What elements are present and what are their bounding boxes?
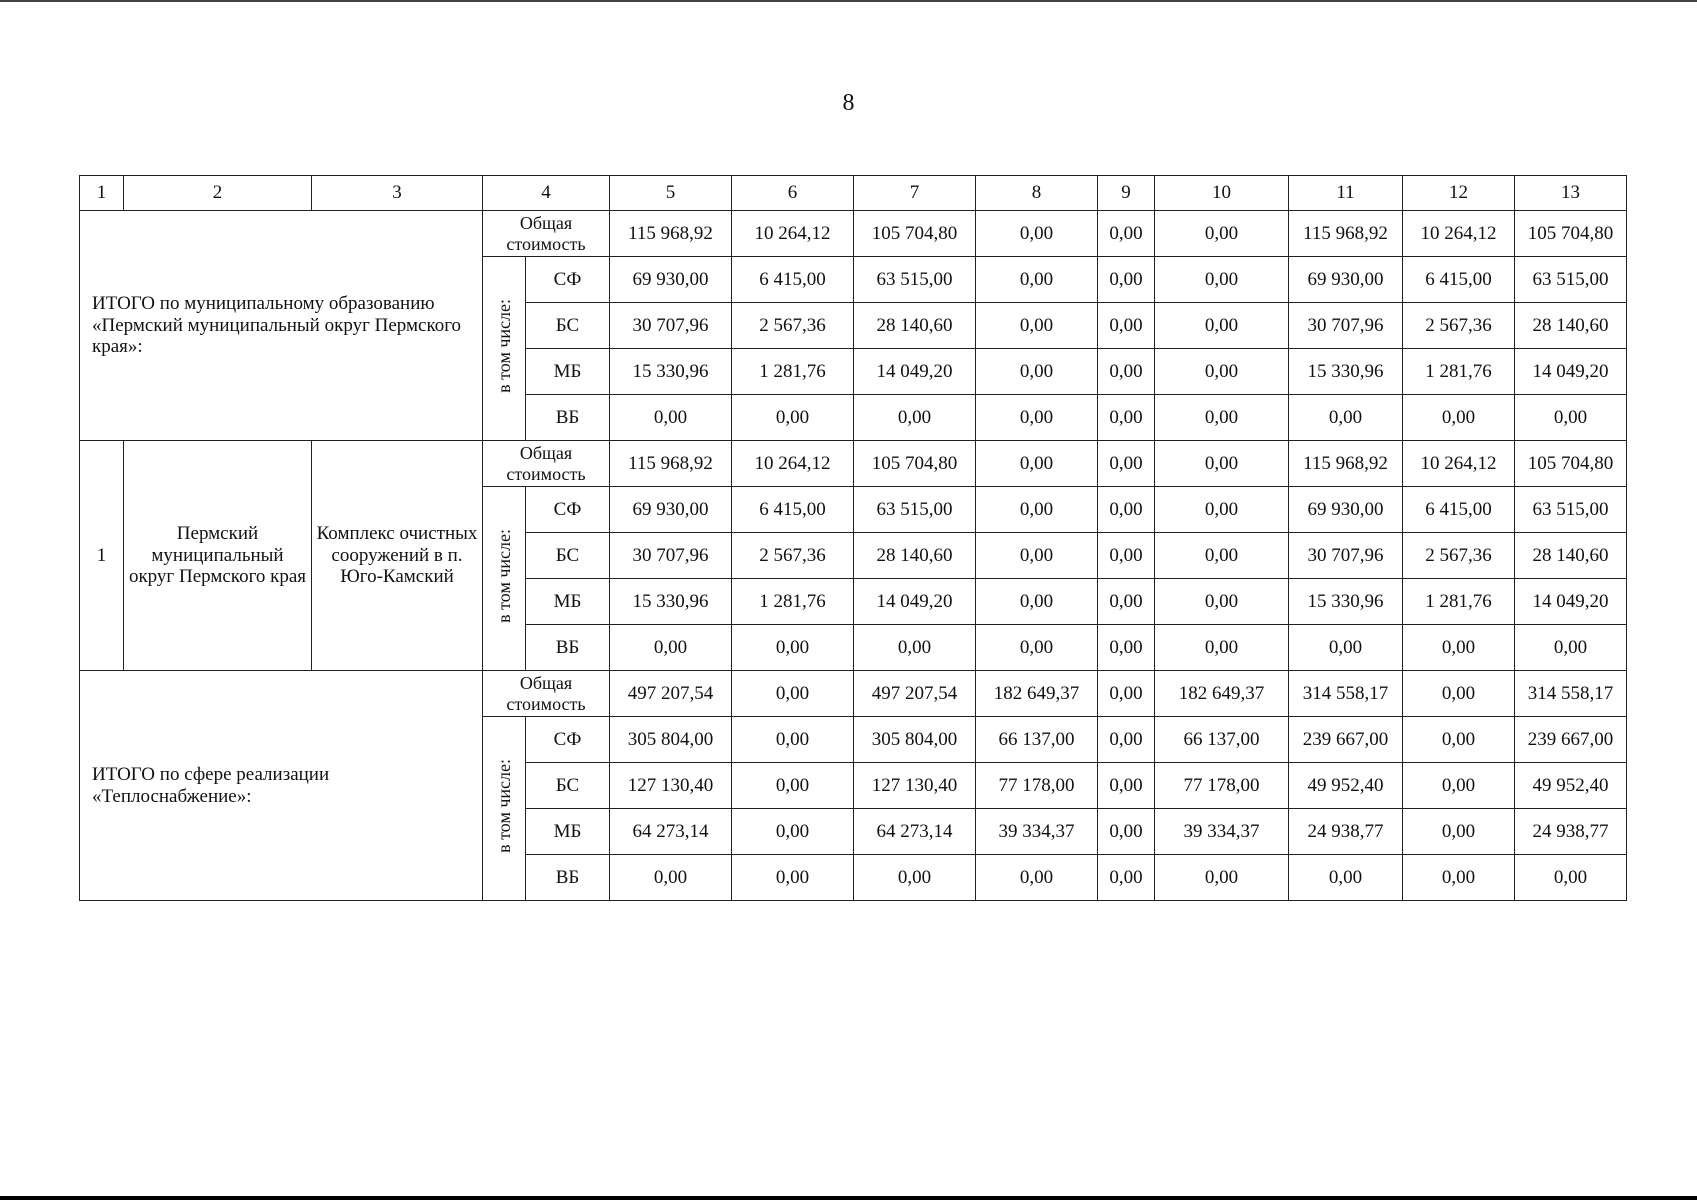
value-cell: 1 281,76 bbox=[1403, 349, 1515, 395]
value-cell: 24 938,77 bbox=[1289, 809, 1403, 855]
funding-source: БС bbox=[526, 763, 610, 809]
value-cell: 77 178,00 bbox=[1155, 763, 1289, 809]
value-cell: 6 415,00 bbox=[732, 487, 854, 533]
column-number-cell: 7 bbox=[854, 176, 976, 211]
value-cell: 0,00 bbox=[976, 487, 1098, 533]
value-cell: 0,00 bbox=[610, 855, 732, 901]
including-label: в том числе: bbox=[493, 298, 514, 393]
funding-source: МБ bbox=[526, 809, 610, 855]
funding-source: БС bbox=[526, 303, 610, 349]
value-cell: 0,00 bbox=[1098, 487, 1155, 533]
value-cell: 0,00 bbox=[854, 395, 976, 441]
value-cell: 0,00 bbox=[976, 257, 1098, 303]
column-number-cell: 13 bbox=[1515, 176, 1627, 211]
value-cell: 49 952,40 bbox=[1515, 763, 1627, 809]
value-cell: 305 804,00 bbox=[854, 717, 976, 763]
value-cell: 28 140,60 bbox=[854, 533, 976, 579]
value-cell: 0,00 bbox=[1289, 855, 1403, 901]
value-cell: 0,00 bbox=[976, 533, 1098, 579]
value-cell: 1 281,76 bbox=[732, 349, 854, 395]
value-cell: 0,00 bbox=[1098, 303, 1155, 349]
value-cell: 10 264,12 bbox=[732, 211, 854, 257]
column-number-cell: 3 bbox=[312, 176, 483, 211]
value-cell: 0,00 bbox=[732, 809, 854, 855]
value-cell: 314 558,17 bbox=[1515, 671, 1627, 717]
value-cell: 0,00 bbox=[732, 395, 854, 441]
value-cell: 0,00 bbox=[1403, 625, 1515, 671]
total-cost-label: Общая стоимость bbox=[483, 211, 610, 257]
value-cell: 0,00 bbox=[854, 625, 976, 671]
value-cell: 0,00 bbox=[1098, 395, 1155, 441]
column-number-cell: 10 bbox=[1155, 176, 1289, 211]
value-cell: 39 334,37 bbox=[976, 809, 1098, 855]
value-cell: 105 704,80 bbox=[854, 211, 976, 257]
column-number-cell: 4 bbox=[483, 176, 610, 211]
value-cell: 0,00 bbox=[1289, 625, 1403, 671]
value-cell: 0,00 bbox=[976, 579, 1098, 625]
value-cell: 39 334,37 bbox=[1155, 809, 1289, 855]
value-cell: 0,00 bbox=[976, 349, 1098, 395]
including-label-cell bbox=[483, 257, 526, 441]
value-cell: 0,00 bbox=[1403, 717, 1515, 763]
funding-source: ВБ bbox=[526, 855, 610, 901]
value-cell: 0,00 bbox=[1098, 579, 1155, 625]
value-cell: 28 140,60 bbox=[854, 303, 976, 349]
value-cell: 64 273,14 bbox=[854, 809, 976, 855]
value-cell: 6 415,00 bbox=[1403, 257, 1515, 303]
value-cell: 0,00 bbox=[976, 441, 1098, 487]
value-cell: 0,00 bbox=[610, 625, 732, 671]
scan-edge-bottom bbox=[0, 1196, 1697, 1200]
including-label-cell bbox=[483, 717, 526, 901]
value-cell: 2 567,36 bbox=[732, 533, 854, 579]
total-label: ИТОГО по муниципальному образованию «Пермский муниципальный округ Пермского края»: bbox=[80, 211, 483, 441]
column-number-cell: 6 bbox=[732, 176, 854, 211]
value-cell: 0,00 bbox=[732, 763, 854, 809]
value-cell: 63 515,00 bbox=[854, 487, 976, 533]
value-cell: 182 649,37 bbox=[1155, 671, 1289, 717]
value-cell: 0,00 bbox=[1098, 441, 1155, 487]
table-row bbox=[80, 441, 1627, 487]
including-label: в том числе: bbox=[493, 528, 514, 623]
value-cell: 0,00 bbox=[1098, 625, 1155, 671]
funding-source: СФ bbox=[526, 487, 610, 533]
value-cell: 0,00 bbox=[1098, 211, 1155, 257]
municipality-name: Пермский муниципальный округ Пермского края bbox=[124, 441, 312, 671]
value-cell: 77 178,00 bbox=[976, 763, 1098, 809]
item-number: 1 bbox=[80, 441, 124, 671]
value-cell: 14 049,20 bbox=[1515, 579, 1627, 625]
value-cell: 105 704,80 bbox=[1515, 211, 1627, 257]
value-cell: 15 330,96 bbox=[1289, 579, 1403, 625]
object-name: Комплекс очистных сооружений в п. Юго-Камский bbox=[312, 441, 483, 671]
value-cell: 10 264,12 bbox=[732, 441, 854, 487]
value-cell: 0,00 bbox=[1403, 809, 1515, 855]
including-label: в том числе: bbox=[493, 758, 514, 853]
page-number: 8 bbox=[842, 90, 855, 116]
value-cell: 69 930,00 bbox=[1289, 487, 1403, 533]
value-cell: 0,00 bbox=[1098, 763, 1155, 809]
value-cell: 66 137,00 bbox=[1155, 717, 1289, 763]
value-cell: 0,00 bbox=[1403, 763, 1515, 809]
value-cell: 0,00 bbox=[732, 625, 854, 671]
value-cell: 0,00 bbox=[1098, 717, 1155, 763]
value-cell: 115 968,92 bbox=[610, 211, 732, 257]
value-cell: 64 273,14 bbox=[610, 809, 732, 855]
value-cell: 2 567,36 bbox=[732, 303, 854, 349]
value-cell: 69 930,00 bbox=[610, 487, 732, 533]
value-cell: 0,00 bbox=[1098, 809, 1155, 855]
value-cell: 28 140,60 bbox=[1515, 303, 1627, 349]
value-cell: 115 968,92 bbox=[610, 441, 732, 487]
value-cell: 182 649,37 bbox=[976, 671, 1098, 717]
value-cell: 0,00 bbox=[1155, 579, 1289, 625]
value-cell: 497 207,54 bbox=[610, 671, 732, 717]
funding-source: СФ bbox=[526, 257, 610, 303]
value-cell: 1 281,76 bbox=[1403, 579, 1515, 625]
value-cell: 0,00 bbox=[1155, 487, 1289, 533]
value-cell: 14 049,20 bbox=[854, 579, 976, 625]
column-number-cell: 5 bbox=[610, 176, 732, 211]
value-cell: 0,00 bbox=[1403, 395, 1515, 441]
value-cell: 0,00 bbox=[732, 717, 854, 763]
value-cell: 63 515,00 bbox=[854, 257, 976, 303]
value-cell: 63 515,00 bbox=[1515, 257, 1627, 303]
value-cell: 115 968,92 bbox=[1289, 211, 1403, 257]
including-label-cell bbox=[483, 487, 526, 671]
value-cell: 0,00 bbox=[1515, 855, 1627, 901]
value-cell: 239 667,00 bbox=[1289, 717, 1403, 763]
value-cell: 0,00 bbox=[976, 211, 1098, 257]
value-cell: 15 330,96 bbox=[1289, 349, 1403, 395]
value-cell: 30 707,96 bbox=[1289, 533, 1403, 579]
total-cost-label: Общая стоимость bbox=[483, 441, 610, 487]
value-cell: 0,00 bbox=[976, 303, 1098, 349]
value-cell: 0,00 bbox=[1515, 625, 1627, 671]
value-cell: 30 707,96 bbox=[610, 303, 732, 349]
value-cell: 15 330,96 bbox=[610, 349, 732, 395]
funding-source: ВБ bbox=[526, 625, 610, 671]
value-cell: 69 930,00 bbox=[610, 257, 732, 303]
value-cell: 127 130,40 bbox=[854, 763, 976, 809]
scan-edge-top bbox=[0, 0, 1697, 2]
value-cell: 69 930,00 bbox=[1289, 257, 1403, 303]
value-cell: 0,00 bbox=[610, 395, 732, 441]
value-cell: 14 049,20 bbox=[1515, 349, 1627, 395]
value-cell: 0,00 bbox=[1098, 671, 1155, 717]
column-number-cell: 2 bbox=[124, 176, 312, 211]
value-cell: 0,00 bbox=[1098, 855, 1155, 901]
value-cell: 314 558,17 bbox=[1289, 671, 1403, 717]
funding-source: ВБ bbox=[526, 395, 610, 441]
value-cell: 63 515,00 bbox=[1515, 487, 1627, 533]
value-cell: 0,00 bbox=[854, 855, 976, 901]
funding-source: МБ bbox=[526, 349, 610, 395]
value-cell: 0,00 bbox=[1155, 395, 1289, 441]
total-label: ИТОГО по сфере реализации «Теплоснабжение»: bbox=[80, 671, 483, 901]
funding-source: МБ bbox=[526, 579, 610, 625]
value-cell: 0,00 bbox=[1155, 855, 1289, 901]
value-cell: 0,00 bbox=[1403, 671, 1515, 717]
budget-table bbox=[79, 175, 1627, 901]
value-cell: 30 707,96 bbox=[1289, 303, 1403, 349]
value-cell: 49 952,40 bbox=[1289, 763, 1403, 809]
value-cell: 0,00 bbox=[1098, 257, 1155, 303]
value-cell: 305 804,00 bbox=[610, 717, 732, 763]
value-cell: 0,00 bbox=[1155, 349, 1289, 395]
value-cell: 2 567,36 bbox=[1403, 533, 1515, 579]
value-cell: 0,00 bbox=[976, 625, 1098, 671]
value-cell: 28 140,60 bbox=[1515, 533, 1627, 579]
value-cell: 0,00 bbox=[1155, 211, 1289, 257]
value-cell: 1 281,76 bbox=[732, 579, 854, 625]
column-number-cell: 9 bbox=[1098, 176, 1155, 211]
value-cell: 105 704,80 bbox=[854, 441, 976, 487]
funding-source: СФ bbox=[526, 717, 610, 763]
value-cell: 14 049,20 bbox=[854, 349, 976, 395]
value-cell: 0,00 bbox=[1403, 855, 1515, 901]
value-cell: 66 137,00 bbox=[976, 717, 1098, 763]
value-cell: 0,00 bbox=[1289, 395, 1403, 441]
value-cell: 0,00 bbox=[1155, 625, 1289, 671]
column-number-cell: 11 bbox=[1289, 176, 1403, 211]
value-cell: 15 330,96 bbox=[610, 579, 732, 625]
value-cell: 239 667,00 bbox=[1515, 717, 1627, 763]
value-cell: 2 567,36 bbox=[1403, 303, 1515, 349]
value-cell: 0,00 bbox=[1155, 533, 1289, 579]
value-cell: 6 415,00 bbox=[732, 257, 854, 303]
table-row bbox=[80, 671, 1627, 717]
value-cell: 105 704,80 bbox=[1515, 441, 1627, 487]
value-cell: 497 207,54 bbox=[854, 671, 976, 717]
value-cell: 0,00 bbox=[732, 855, 854, 901]
value-cell: 0,00 bbox=[732, 671, 854, 717]
total-cost-label: Общая стоимость bbox=[483, 671, 610, 717]
column-number-cell: 12 bbox=[1403, 176, 1515, 211]
value-cell: 0,00 bbox=[1098, 533, 1155, 579]
funding-source: БС bbox=[526, 533, 610, 579]
value-cell: 10 264,12 bbox=[1403, 211, 1515, 257]
value-cell: 6 415,00 bbox=[1403, 487, 1515, 533]
table-row bbox=[80, 211, 1627, 257]
value-cell: 0,00 bbox=[1515, 395, 1627, 441]
value-cell: 115 968,92 bbox=[1289, 441, 1403, 487]
value-cell: 10 264,12 bbox=[1403, 441, 1515, 487]
value-cell: 24 938,77 bbox=[1515, 809, 1627, 855]
value-cell: 0,00 bbox=[976, 395, 1098, 441]
value-cell: 127 130,40 bbox=[610, 763, 732, 809]
value-cell: 30 707,96 bbox=[610, 533, 732, 579]
value-cell: 0,00 bbox=[1155, 257, 1289, 303]
column-number-cell: 8 bbox=[976, 176, 1098, 211]
value-cell: 0,00 bbox=[976, 855, 1098, 901]
value-cell: 0,00 bbox=[1155, 303, 1289, 349]
column-number-cell: 1 bbox=[80, 176, 124, 211]
value-cell: 0,00 bbox=[1098, 349, 1155, 395]
value-cell: 0,00 bbox=[1155, 441, 1289, 487]
column-number-row bbox=[80, 176, 1627, 211]
